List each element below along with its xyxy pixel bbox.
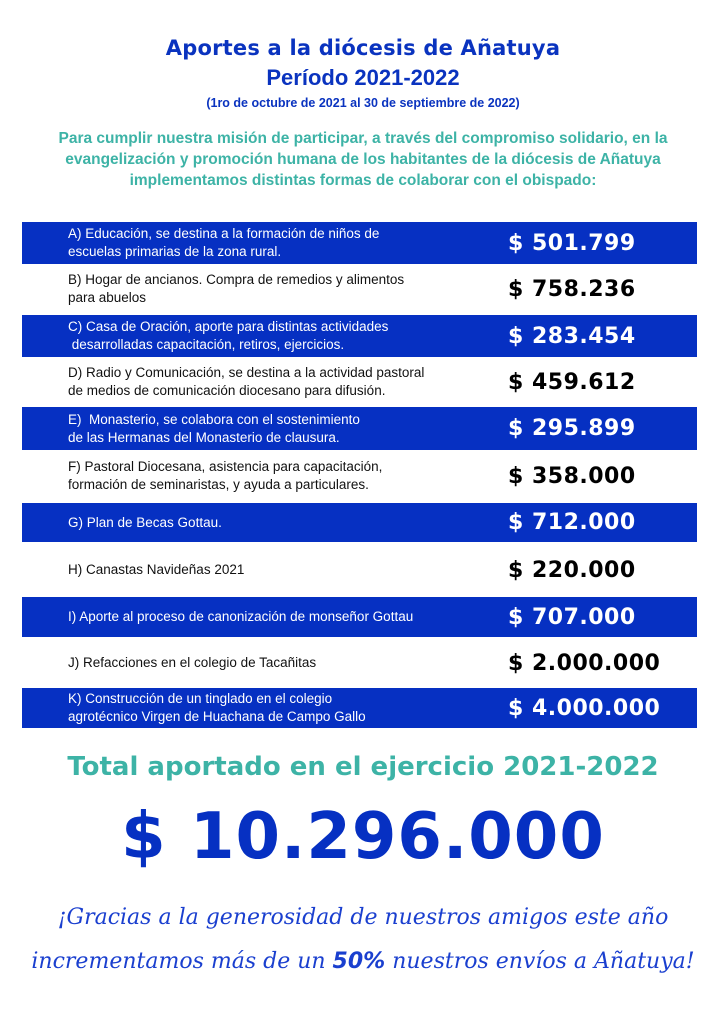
row-description-line: de medios de comunicación diocesano para difusión.: [68, 383, 386, 398]
row-amount: $ 459.612: [508, 370, 636, 395]
row-description: [68, 458, 488, 494]
intro-line-1: Para cumplir nuestra misión de participar, a través del compromiso solidario, en la: [58, 130, 668, 147]
table-row: [22, 452, 697, 500]
row-description-line: agrotécnico Virgen de Huachana de Campo Gallo: [68, 709, 366, 724]
row-description-line: escuelas primarias de la zona rural.: [68, 244, 282, 259]
row-description: [68, 225, 488, 261]
row-description-line: G) Plan de Becas Gottau.: [68, 515, 222, 530]
row-amount: $ 4.000.000: [508, 696, 661, 721]
row-description: [68, 318, 488, 354]
row-amount: $ 707.000: [508, 605, 636, 630]
date-range: (1ro de octubre de 2021 al 30 de septiembre de 2022): [206, 96, 520, 110]
row-description: [68, 411, 488, 447]
row-description-line: desarrolladas capacitación, retiros, ejercicios.: [68, 337, 345, 352]
total-value: $ 10.296.000: [121, 800, 605, 874]
intro-paragraph: [40, 128, 686, 191]
intro-line-3: implementamos distintas formas de colaborar con el obispado:: [129, 172, 597, 189]
row-description: [68, 514, 488, 532]
table-row: [22, 640, 697, 686]
row-description: [68, 561, 488, 579]
total-label: Total aportado en el ejercicio 2021-2022: [67, 752, 659, 782]
table-row: [22, 597, 697, 637]
row-amount: $ 220.000: [508, 558, 636, 583]
table-row: [22, 315, 697, 357]
row-amount: $ 712.000: [508, 510, 636, 535]
row-description-line: K) Construcción de un tinglado en el colegio: [68, 691, 333, 706]
intro-line-2: evangelización y promoción humana de los habitantes de la diócesis de Añatuya: [65, 151, 661, 168]
row-amount: $ 758.236: [508, 277, 636, 302]
row-description: [68, 608, 498, 626]
thank-you-message: [0, 896, 726, 984]
row-description-line: I) Aporte al proceso de canonización de monseñor Gottau: [68, 609, 414, 624]
row-description-line: H) Canastas Navideñas 2021: [68, 562, 245, 577]
row-amount: $ 358.000: [508, 464, 636, 489]
row-amount: $ 295.899: [508, 416, 636, 441]
table-row: [22, 503, 697, 542]
row-description-line: D) Radio y Comunicación, se destina a la actividad pastoral: [68, 365, 425, 380]
table-row: [22, 266, 697, 312]
row-amount: $ 501.799: [508, 231, 636, 256]
thanks-line-2: [0, 940, 726, 984]
table-row: [22, 688, 697, 728]
row-description-line: C) Casa de Oración, aporte para distintas actividades: [68, 319, 389, 334]
row-description-line: formación de seminaristas, y ayuda a particulares.: [68, 477, 369, 492]
row-description-line: para abuelos: [68, 290, 147, 305]
thanks-line-2-pre: incrementamos más de un: [31, 949, 333, 974]
thanks-highlight: 50%: [332, 949, 386, 974]
period-heading: Período 2021-2022: [266, 65, 460, 90]
row-description: [68, 271, 488, 307]
row-amount: $ 2.000.000: [508, 651, 661, 676]
table-row: [22, 407, 697, 450]
row-description: [68, 690, 488, 726]
table-row: [22, 359, 697, 405]
row-description-line: B) Hogar de ancianos. Compra de remedios y alimentos: [68, 272, 405, 287]
row-description-line: E) Monasterio, se colabora con el sostenimiento: [68, 412, 360, 427]
thanks-line-1: ¡Gracias a la generosidad de nuestros amigos este año: [57, 905, 669, 930]
row-description-line: de las Hermanas del Monasterio de clausura.: [68, 430, 340, 445]
table-row: [22, 222, 697, 264]
row-description-line: J) Refacciones en el colegio de Tacañitas: [68, 655, 317, 670]
thanks-line-2-post: nuestros envíos a Añatuya!: [385, 949, 695, 974]
row-description-line: F) Pastoral Diocesana, asistencia para capacitación,: [68, 459, 383, 474]
table-row: [22, 545, 697, 595]
row-amount: $ 283.454: [508, 324, 636, 349]
row-description: [68, 654, 488, 672]
row-description-line: A) Educación, se destina a la formación de niños de: [68, 226, 380, 241]
row-description: [68, 364, 488, 400]
page-title: Aportes a la diócesis de Añatuya: [165, 36, 561, 60]
